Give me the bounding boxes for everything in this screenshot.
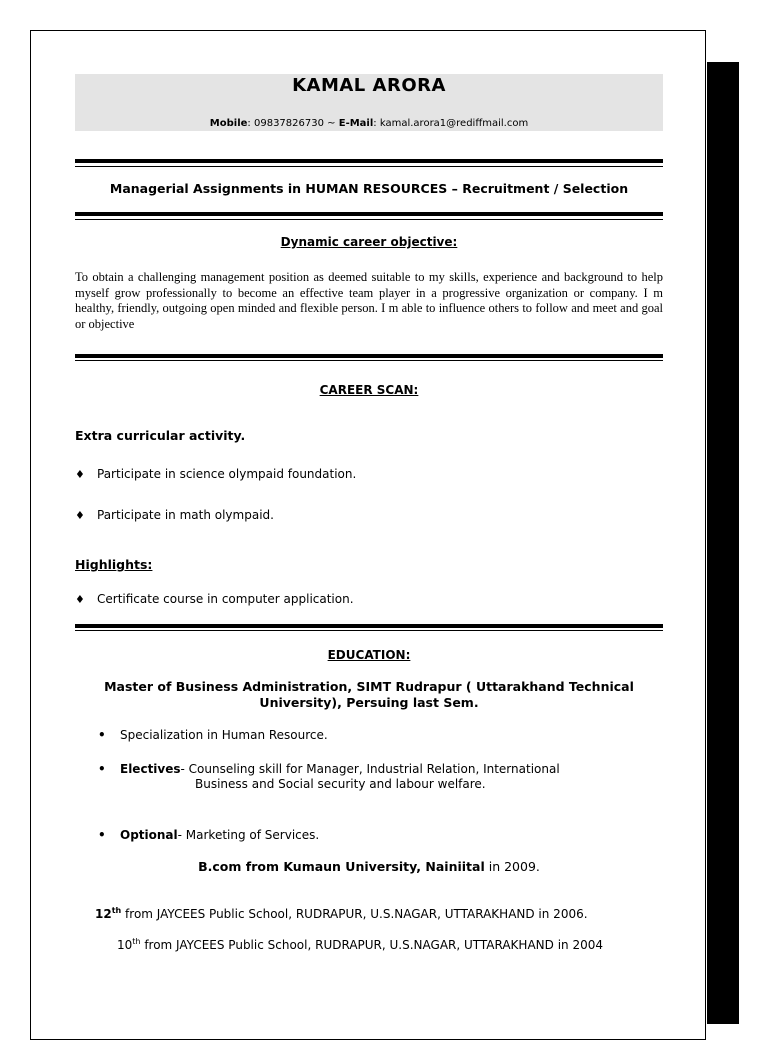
list-item: [75, 467, 356, 481]
objective-title: Dynamic career objective:: [280, 235, 458, 249]
email-label: E-Mail: [338, 118, 374, 129]
optional-label: Optional: [120, 828, 178, 842]
electives-text: - Counseling skill for Manager, Industrial Relation, International: [180, 762, 560, 776]
bullet-icon: •: [98, 762, 106, 776]
electives-label: Electives: [120, 762, 181, 776]
headline: Managerial Assignments in HUMAN RESOURCES – Recruitment / Selection: [109, 181, 629, 196]
electives-continuation: Business and Social security and labour welfare.: [195, 777, 486, 791]
divider: [75, 630, 663, 631]
bcom-year: in 2009.: [484, 859, 540, 874]
diamond-bullet-icon: ♦: [75, 509, 85, 522]
education-title: EDUCATION:: [327, 648, 411, 662]
divider: [75, 360, 663, 361]
highlights-heading: Highlights:: [75, 557, 153, 572]
list-item-text: Participate in science olympaid foundation.: [97, 467, 357, 481]
divider: [75, 212, 663, 216]
degree-line: Master of Business Administration, SIMT Rudrapur ( Uttarakhand Technical University), Persuing last Sem.: [104, 679, 634, 710]
list-item-text: Participate in math olympaid.: [97, 508, 274, 522]
divider: [75, 159, 663, 163]
tenth-sup: th: [132, 937, 141, 946]
list-item-text: Certificate course in computer application.: [97, 592, 354, 606]
bullet-icon: •: [98, 828, 106, 842]
twelfth-text: from JAYCEES Public School, RUDRAPUR, U.S.NAGAR, UTTARAKHAND in 2006.: [121, 907, 588, 921]
career-scan-title: CAREER SCAN:: [319, 383, 419, 397]
extra-curricular-heading: Extra curricular activity.: [75, 428, 246, 443]
list-item: [98, 827, 319, 843]
twelfth-number: [95, 907, 121, 921]
tenth-text: from JAYCEES Public School, RUDRAPUR, U.S.NAGAR, UTTARAKHAND in 2004: [140, 938, 603, 952]
diamond-bullet-icon: ♦: [75, 468, 85, 481]
email-address: kamal.arora1@rediffmail.com: [379, 118, 529, 129]
divider: [75, 354, 663, 358]
divider: [75, 166, 663, 167]
contact-line: Mobile: 09837826730 ~ E-Mail: kamal.arora1@rediffmail.com: [209, 118, 529, 129]
bullet-icon: •: [98, 728, 106, 742]
divider: [75, 219, 663, 220]
candidate-name: KAMAL ARORA: [292, 75, 446, 96]
twelfth-sup: th: [111, 906, 122, 915]
mobile-label: Mobile: [209, 118, 248, 129]
list-item: [98, 761, 560, 777]
objective-text: To obtain a challenging management position as deemed suitable to my skills, experience and background to help myself grow professionally to become an effective team player in a progressive organization or company. I m healthy, friendly, outgoing open minded and flexible person. I m able to influence others to follow and meet and goal or objective: [75, 270, 663, 331]
tenth-line: [117, 937, 603, 952]
list-item: [75, 592, 354, 606]
bcom-degree: B.com from Kumaun University, Nainiital: [198, 859, 485, 874]
contact-separator: ~: [327, 118, 336, 129]
divider: [75, 624, 663, 628]
specialization-text: Specialization in Human Resource.: [120, 728, 328, 742]
twelfth-num: 12: [95, 907, 112, 921]
twelfth-line: [95, 906, 588, 921]
tenth-num: 10: [117, 938, 133, 952]
page-shadow: [707, 62, 739, 1024]
optional-text: - Marketing of Services.: [177, 828, 320, 842]
diamond-bullet-icon: ♦: [75, 593, 85, 606]
list-item: [98, 727, 328, 743]
mobile-number: 09837826730: [253, 118, 324, 129]
list-item: [75, 508, 274, 522]
bcom-line: [75, 859, 663, 874]
